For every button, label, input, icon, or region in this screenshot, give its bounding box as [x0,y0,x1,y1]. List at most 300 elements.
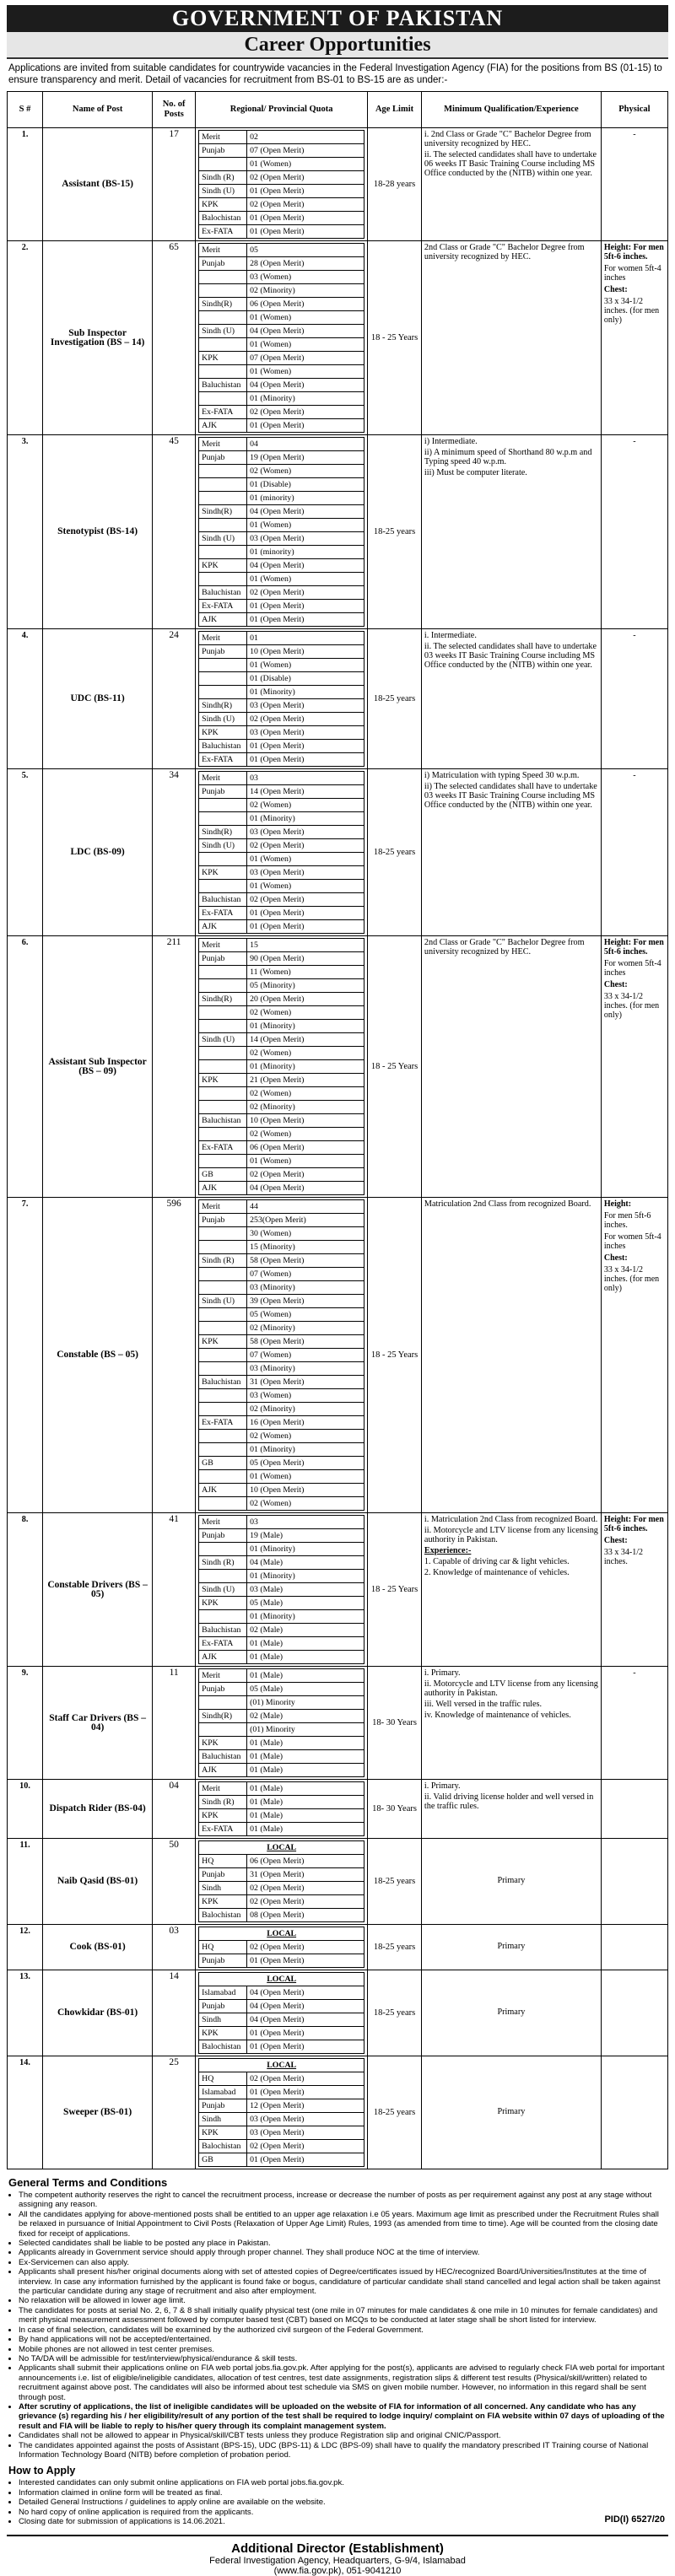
quota-value: 12 (Open Merit) [247,2099,364,2113]
quota-region: Punjab [199,952,247,966]
quota-region: KPK [199,1074,247,1087]
quota-row [199,839,364,853]
quota-region [199,365,247,379]
quota-region [199,1155,247,1168]
quota-row [199,1214,364,1227]
physical-line: Chest: [603,285,628,294]
quota-region: Sindh (R) [199,1254,247,1268]
quota-value: 02 (Women) [247,1430,364,1443]
qualification-line: ii) The selected candidates shall have to undertake 03 weeks IT Basic Training Course including MS Office conducted by the (NITB) within one year. [424,782,597,810]
physical-line: Chest: [603,980,628,989]
quota-value: 02 (Open Merit) [247,893,364,907]
quota-value: 01 (Minority) [247,1060,364,1074]
quota-value: 01 (Male) [247,1637,364,1651]
quota-region: Punjab [199,1529,247,1543]
quota-region: GB [199,1457,247,1470]
quota-value: 01 (Male) [247,1764,364,1777]
quota-row [199,1723,364,1737]
quota-row [199,799,364,812]
term-item: • The candidates for posts at serial No. 2, 6, 7 & 8 shall initially qualify physical test (one mile in 07 minutes for male candidates & one mile in 10 minutes for female candidates) and merit physical measurement assessment followed by computer based test (CBT) based on MCQs to be conducted at later stage shall be short listed for interview. [19,2306,668,2325]
quota-value: 03 (Open Merit) [247,699,364,713]
age-limit: 18 - 25 Years [368,241,422,435]
age-limit: 18-25 years [368,769,422,936]
qualification-line: i) Matriculation with typing Speed 30 w.p.m. [424,771,580,780]
quota-region: AJK [199,1764,247,1777]
quota-row [199,1986,364,2000]
quota-value: 01 (Minority) [247,392,364,406]
quota-region: Merit [199,1782,247,1796]
quota-value: 01 (Open Merit) [247,2153,364,2167]
quota-row [199,645,364,659]
quota-row [199,920,364,934]
quota-region: Balochistan [199,2040,247,2054]
header-banner [7,5,668,59]
physical-line: Chest: [603,1536,628,1545]
quota-row [199,1101,364,1114]
quota-region: Baluchistan [199,1376,247,1389]
quota-row [199,753,364,767]
qualification [421,1513,601,1667]
quota-value: 04 (Open Merit) [247,325,364,338]
quota-value: 01 (Male) [247,1737,364,1750]
quota-row [199,853,364,866]
quota-row [199,2000,364,2013]
quota-region: Merit [199,438,247,451]
regional-quota [196,629,368,769]
physical-line: Chest: [603,1253,628,1263]
col-header-post: Name of Post [43,92,153,128]
qualification-line: 1. Capable of driving car & light vehicles. [424,1557,570,1566]
table-row [8,629,668,769]
quota-row [199,1882,364,1895]
physical-line: For women 5ft-4 inches [603,264,662,283]
quota-region: Punjab [199,451,247,465]
quota-region: HQ [199,1941,247,1954]
header-title: GOVERNMENT OF PAKISTAN [7,5,668,32]
quota-value: 05 (Open Merit) [247,1457,364,1470]
quota-value: 15 (Minority) [247,1241,364,1254]
quota-value: (01) Minority [247,1723,364,1737]
quota-value: 01 (Open Merit) [247,212,364,225]
footer [7,2535,668,2576]
quota-region [199,1389,247,1403]
posts-count: 17 [153,128,196,241]
posts-count: 24 [153,629,196,769]
quota-value: 02 (Open Merit) [247,2072,364,2086]
quota-value: 01 (Male) [247,1809,364,1823]
physical-requirement [601,128,667,241]
quota-row [199,726,364,740]
term-item: • Applicants already in Government service should apply through proper channel. They shall produce NOC at the time of interview. [19,2248,668,2257]
quota-region [199,311,247,325]
quota-row [199,532,364,546]
col-header-age: Age Limit [368,92,422,128]
quota-value: 07 (Open Merit) [247,144,364,158]
post-name: LDC (BS-09) [43,769,153,936]
quota-row [199,1583,364,1597]
post-name: Sub Inspector Investigation (BS – 14) [43,241,153,435]
quota-value: 01 (Disable) [247,478,364,492]
quota-region [199,853,247,866]
quota-row [199,1610,364,1624]
quota-value: 58 (Open Merit) [247,1254,364,1268]
quota-region: KPK [199,1737,247,1750]
quota-row [199,2072,364,2086]
quota-row [199,632,364,645]
quota-row [199,2153,364,2167]
term-item: • After scrutiny of applications, the list of ineligible candidates will be uploaded on the website of FIA for information of all concerned. Any candidate who has any grievance (s) regarding his / her eligibility/result of any portion of the test shall be required to lodge inquiry/ complaint on FIA website within 07 days of uploading of the result and FIA will be liable to reply to his/her query through its complaint management system. [19,2402,668,2431]
quota-row [199,1443,364,1457]
quota-value: 04 (Open Merit) [247,505,364,519]
vacancies-table [7,91,668,2169]
physical-line: For women 5ft-4 inches [603,1232,662,1251]
quota-region: Sindh (R) [199,1796,247,1809]
physical-line: - [633,631,636,640]
quota-row [199,699,364,713]
quota-region: GB [199,1168,247,1182]
quota-region: Sindh (U) [199,1295,247,1308]
quota-row [199,257,364,271]
quota-row [199,198,364,212]
quota-value: 05 (Women) [247,1308,364,1322]
quota-region: KPK [199,866,247,880]
local-label: LOCAL [199,1841,364,1855]
qualification [421,435,601,629]
physical-line: 33 x 34-1/2 inches. (for men only) [603,297,660,325]
quota-region [199,1087,247,1101]
quota-value: 01 (Male) [247,1796,364,1809]
quota-row [199,519,364,532]
quota-region: Merit [199,772,247,785]
quota-region [199,1570,247,1583]
quota-value: 02 (Open Merit) [247,171,364,185]
quota-value: 01 (Open Merit) [247,2027,364,2040]
footer-contact: (www.fia.gov.pk), 051-9041210 [273,2566,402,2576]
quota-row [199,1060,364,1074]
quota-row [199,1308,364,1322]
qualification [421,936,601,1198]
physical-line: - [633,771,636,780]
quota-row [199,1470,364,1484]
serial-number: 2. [8,241,43,435]
term-item: • Candidates shall not be allowed to appear in Physical/skill/CBT tests unless they produce Registration slip and original CNIC/Passport. [19,2431,668,2440]
quota-region: Sindh(R) [199,298,247,311]
quota-region: Merit [199,244,247,257]
qualification-line: ii. The selected candidates shall have to undertake 06 weeks IT Basic Training Course including MS Office conducted by the (NITB) within one year. [424,150,597,178]
quota-row [199,212,364,225]
quota-row [199,225,364,239]
qualification-line: 2. Knowledge of maintenance of vehicles. [424,1568,570,1577]
quota-region: Ex-FATA [199,225,247,239]
quota-value: 05 (Male) [247,1597,364,1610]
quota-region: Punjab [199,2000,247,2013]
quota-region: Sindh (U) [199,1583,247,1597]
quota-region: Ex-FATA [199,1823,247,1836]
quota-value: 04 (Open Merit) [247,379,364,392]
quota-region [199,1281,247,1295]
quota-value: 02 (Women) [247,1087,364,1101]
quota-region: Punjab [199,2099,247,2113]
quota-value: 01 (Women) [247,311,364,325]
quota-list [198,771,364,934]
quota-row [199,672,364,686]
quota-row [199,406,364,419]
quota-row [199,1764,364,1777]
col-header-sno: S # [8,92,43,128]
quota-region: Sindh(R) [199,826,247,839]
post-name: Constable Drivers (BS – 05) [43,1513,153,1667]
quota-row [199,1909,364,1922]
age-limit: 18 - 25 Years [368,1198,422,1513]
serial-number: 8. [8,1513,43,1667]
physical-line: For women 5ft-4 inches [603,959,662,978]
posts-count: 34 [153,769,196,936]
quota-region [199,284,247,298]
quota-region: KPK [199,1335,247,1349]
physical-line: - [633,437,636,446]
quota-region [199,158,247,171]
quota-region: Ex-FATA [199,600,247,613]
serial-number: 14. [8,2056,43,2169]
general-terms-title: General Terms and Conditions [8,2176,168,2189]
apply-item: • Information claimed in online form will be treated as final. [19,2488,668,2498]
quota-value: 02 (Women) [247,1128,364,1141]
quota-region: Punjab [199,1214,247,1227]
quota-region: Merit [199,939,247,952]
qualification [421,128,601,241]
quota-value: 02 (Open Merit) [247,1168,364,1182]
quota-region: Baluchistan [199,893,247,907]
quota-row [199,365,364,379]
quota-value: 01 [247,632,364,645]
qualification-line: i. Primary. [424,1781,461,1791]
age-limit: 18 - 25 Years [368,1513,422,1667]
qualification [421,1198,601,1513]
quota-region [199,1349,247,1362]
quota-row [199,866,364,880]
local-label: LOCAL [199,1973,364,1986]
term-item: • No relaxation will be allowed in lower age limit. [19,2296,668,2305]
serial-number: 1. [8,128,43,241]
quota-region: Punjab [199,645,247,659]
quota-value: (01) Minority [247,1696,364,1710]
term-item: • Selected candidates shall be liable to be posted any place in Pakistan. [19,2239,668,2248]
qualification-line: ii. Motorcycle and LTV license from any licensing authority in Pakistan. [424,1526,598,1544]
quota-value: 19 (Male) [247,1529,364,1543]
quota-row [199,298,364,311]
quota-value: 04 (Male) [247,1556,364,1570]
quota-region [199,880,247,893]
quota-region [199,1696,247,1710]
quota-value: 02 (Open Merit) [247,1941,364,1954]
quota-value: 01 (Women) [247,573,364,586]
quota-region: HQ [199,1855,247,1868]
quota-region: Merit [199,1669,247,1683]
quota-value: 07 (Women) [247,1349,364,1362]
physical-requirement [601,936,667,1198]
quota-region: Sindh (R) [199,171,247,185]
quota-value: 01 (Open Merit) [247,2086,364,2099]
local-label: LOCAL [199,2059,364,2072]
quota-region: KPK [199,559,247,573]
quota-value: 02 (Open Merit) [247,713,364,726]
qualification-line: ii. Motorcycle and LTV license from any licensing authority in Pakistan. [424,1679,598,1698]
quota-value: 06 (Open Merit) [247,298,364,311]
quota-region: Merit [199,1516,247,1529]
physical-requirement [601,1513,667,1667]
qualification-line: ii) A minimum speed of Shorthand 80 w.p.m and Typing speed 40 w.p.m. [424,448,592,466]
regional-quota [196,435,368,629]
how-to-apply-list [7,2478,668,2526]
age-limit: 18-25 years [368,629,422,769]
intro-text: Applications are invited from suitable candidates for countrywide vacancies in the Federal Investigation Agency (FIA) for the positions from BS (01-15) to ensure transparency and merit. Detail of vacancies for recruitment from BS-01 to BS-15 are as under:- [8,63,662,85]
physical-line: Height: [603,1199,632,1209]
quota-value: 01 (Male) [247,1823,364,1836]
quota-value: 01 (Women) [247,853,364,866]
quota-region [199,1362,247,1376]
quota-value: 01 (minority) [247,492,364,505]
quota-row [199,1484,364,1497]
quota-region [199,659,247,672]
quota-value: 39 (Open Merit) [247,1295,364,1308]
quota-region: KPK [199,2126,247,2140]
quota-region: GB [199,2153,247,2167]
quota-region: Punjab [199,1683,247,1696]
quota-region [199,1443,247,1457]
quota-row [199,613,364,627]
general-terms-list [7,2191,668,2460]
quota-row [199,1349,364,1362]
quota-region: Balochistan [199,212,247,225]
qualification [421,629,601,769]
quota-row [199,1254,364,1268]
quota-row [199,713,364,726]
quota-row [199,492,364,505]
quota-row [199,311,364,325]
quota-region: Sindh [199,1882,247,1895]
table-header-row [8,92,668,128]
quota-row [199,2099,364,2113]
quota-row [199,1637,364,1651]
quota-row [199,352,364,365]
quota-row [199,1683,364,1696]
quota-list [198,938,364,1195]
post-name: Sweeper (BS-01) [43,2056,153,2169]
post-name: Stenotypist (BS-14) [43,435,153,629]
quota-row [199,1335,364,1349]
quota-region: Sindh (U) [199,325,247,338]
posts-count: 04 [153,1780,196,1839]
quota-region: Sindh (U) [199,532,247,546]
regional-quota [196,1970,368,2056]
apply-item: • Closing date for submission of applications is 14.06.2021. [19,2517,668,2526]
quota-region: Sindh (U) [199,713,247,726]
quota-region [199,799,247,812]
age-limit: 18-25 years [368,435,422,629]
qualification-line: Matriculation 2nd Class from recognized Board. [424,1199,591,1209]
quota-value: 01 (Open Merit) [247,185,364,198]
quota-region: KPK [199,352,247,365]
quota-value: 10 (Open Merit) [247,1484,364,1497]
quota-row [199,952,364,966]
quota-value: 02 (Minority) [247,1403,364,1416]
quota-region: Sindh(R) [199,505,247,519]
quota-value: 03 (Open Merit) [247,532,364,546]
quota-value: 01 (Male) [247,1750,364,1764]
quota-row [199,2113,364,2126]
table-row [8,1780,668,1839]
serial-number: 3. [8,435,43,629]
quota-row [199,559,364,573]
post-name: Cook (BS-01) [43,1925,153,1970]
qualification [421,769,601,936]
quota-value: 04 (Open Merit) [247,2013,364,2027]
quota-value: 06 (Open Merit) [247,1855,364,1868]
quota-row [199,993,364,1006]
quota-value: 11 (Women) [247,966,364,979]
regional-quota [196,1513,368,1667]
quota-row [199,1954,364,1968]
qualification-line: i) Intermediate. [424,437,478,446]
quota-row [199,1855,364,1868]
quota-row [199,1281,364,1295]
quota-value: 02 (Minority) [247,1101,364,1114]
age-limit: 18- 30 Years [368,1667,422,1780]
physical-requirement [601,2056,667,2169]
quota-row [199,966,364,979]
quota-region: Punjab [199,1954,247,1968]
quota-row [199,1651,364,1664]
quota-value: 01 (Women) [247,365,364,379]
qualification-line: 2nd Class or Grade "C" Bachelor Degree from university recognized by HEC. [424,938,585,957]
quota-value: 01 (Women) [247,158,364,171]
post-name: UDC (BS-11) [43,629,153,769]
term-item: • The competent authority reserves the right to cancel the recruitment process, increase or decrease the number of posts as per requirement against any post at any stage without assigning any reason. [19,2191,668,2210]
quota-region: Ex-FATA [199,1416,247,1430]
qualification-line: i. Primary. [424,1668,461,1678]
quota-value: 08 (Open Merit) [247,1909,364,1922]
quota-value: 03 [247,772,364,785]
quota-region: AJK [199,419,247,433]
quota-row [199,1227,364,1241]
quota-value: 01 (Male) [247,1669,364,1683]
physical-requirement [601,1198,667,1513]
quota-row [199,740,364,753]
physical-requirement [601,435,667,629]
quota-region [199,1128,247,1141]
quota-row [199,1006,364,1020]
quota-row [199,1823,364,1836]
quota-row [199,419,364,433]
quota-row [199,2126,364,2140]
quota-region: AJK [199,1484,247,1497]
quota-region [199,338,247,352]
quota-value: 02 (Open Merit) [247,839,364,853]
quota-row [199,880,364,893]
quota-region: Balochistan [199,2140,247,2153]
qualification-line: i. Matriculation 2nd Class from recognized Board. [424,1515,598,1524]
posts-count: 25 [153,2056,196,2169]
quota-value: 02 (Open Merit) [247,1882,364,1895]
serial-number: 9. [8,1667,43,1780]
quota-value: 01 (Open Merit) [247,907,364,920]
quota-region [199,1268,247,1281]
qualification [421,241,601,435]
physical-line: For men 5ft-6 inches. [603,1211,651,1230]
quota-row [199,1033,364,1047]
regional-quota [196,2056,368,2169]
regional-quota [196,1925,368,1970]
